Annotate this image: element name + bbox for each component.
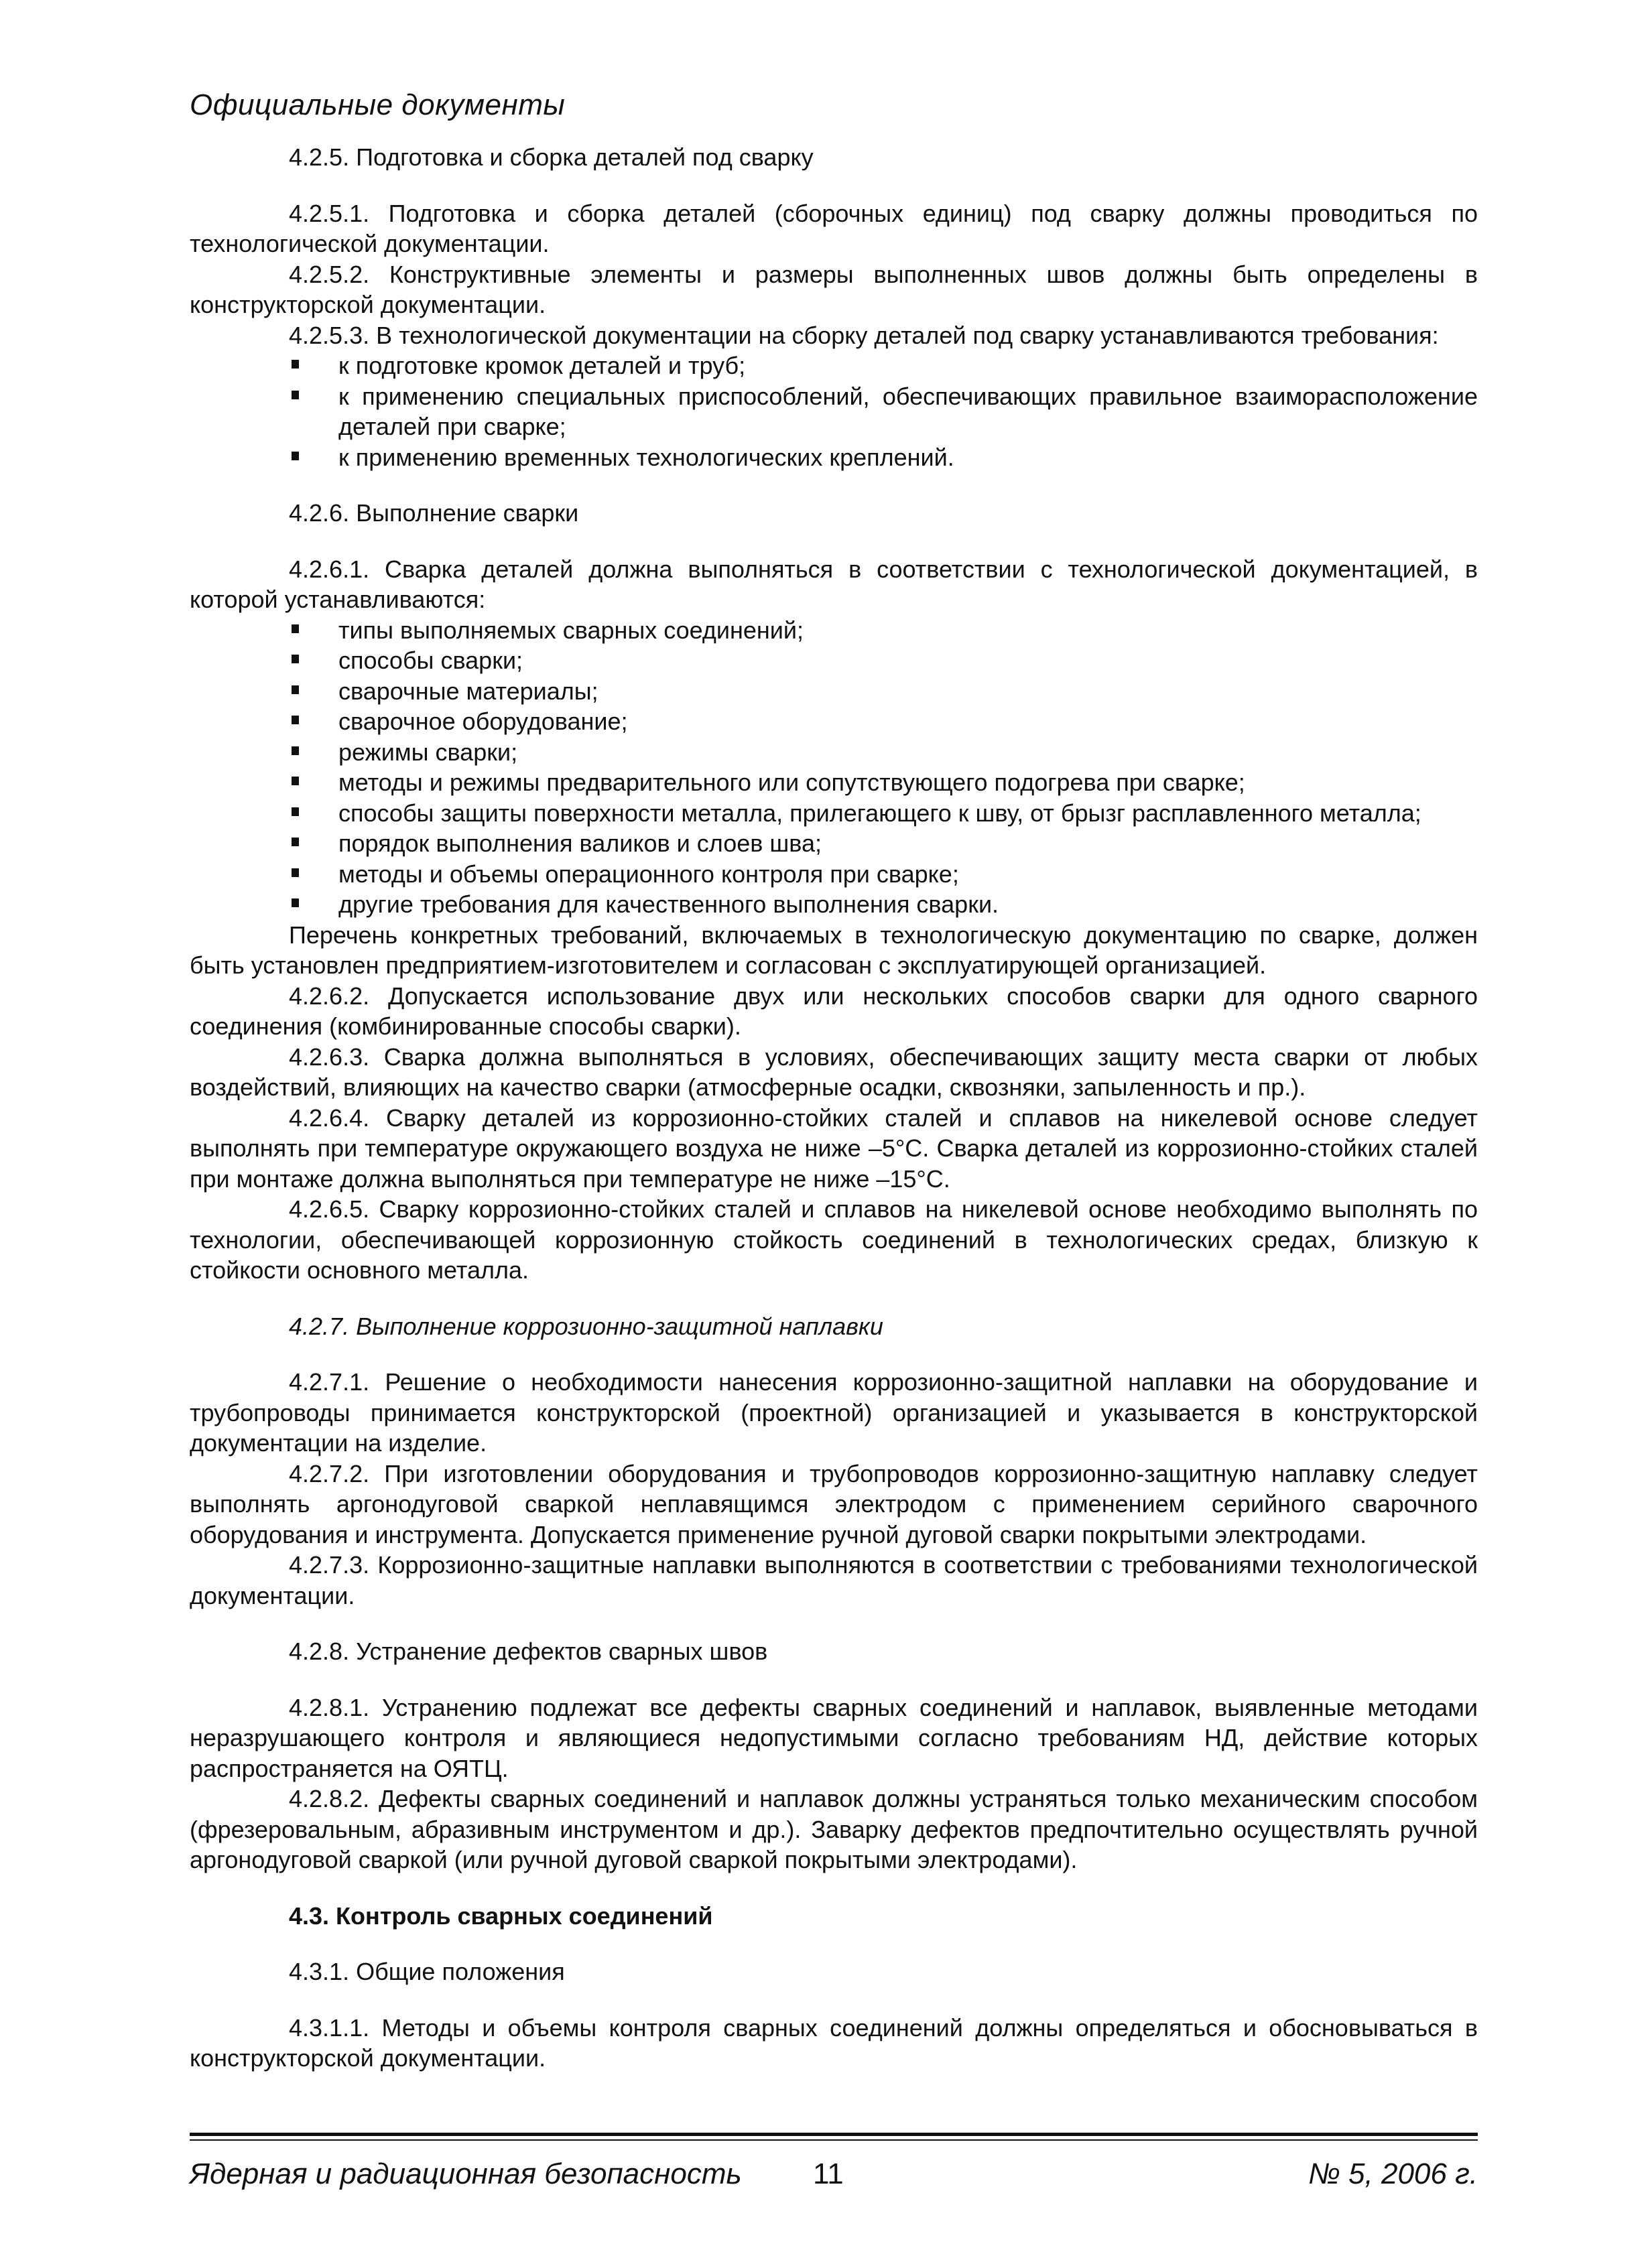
list-item-text: способы сварки; (338, 647, 523, 674)
list-item-text: режимы сварки; (338, 738, 518, 766)
list-item (190, 645, 1478, 676)
bullet-square-icon (292, 360, 299, 369)
list-item (190, 350, 1478, 381)
paragraph: 4.2.7.3. Коррозионно-защитные наплавки выполняются в соответствии с требованиями технологической документации. (190, 1551, 1478, 1609)
section-heading: 4.2.8. Устранение дефектов сварных швов (289, 1638, 768, 1665)
bullet-list (190, 615, 1478, 920)
paragraph: 4.2.6.1. Сварка деталей должна выполняться в соответствии с технологической документацией, в которой устанавливаются: (190, 555, 1478, 613)
bullet-square-icon (292, 838, 299, 846)
list-item-text: к применению временных технологических креплений. (338, 443, 954, 471)
list-item-text: порядок выполнения валиков и слоев шва; (338, 829, 822, 857)
section-heading: 4.3. Контроль сварных соединений (289, 1902, 713, 1930)
footer-journal-title: Ядерная и радиационная безопасность (190, 2157, 742, 2190)
bullet-square-icon (292, 624, 299, 633)
paragraph: 4.2.7.2. При изготовлении оборудования и трубопроводов коррозионно-защитную наплавку следует выполнять аргонодуговой сваркой неплавящимся электродом с применением серийного сварочного оборудования и инструмента. Допускается применение ручной дуговой сварки покрытыми электродами. (190, 1459, 1478, 1548)
list-item (190, 676, 1478, 707)
list-item (190, 798, 1478, 829)
list-item (190, 442, 1478, 473)
list-item (190, 737, 1478, 768)
bullet-square-icon (292, 868, 299, 877)
paragraph: 4.2.5.2. Конструктивные элементы и размеры выполненных швов должны быть определены в конструкторской документации. (190, 260, 1478, 318)
section-heading: 4.2.6. Выполнение сварки (289, 499, 579, 527)
running-header: Официальные документы (190, 88, 566, 121)
paragraph: 4.2.7.1. Решение о необходимости нанесения коррозионно-защитной наплавки на оборудование и трубопроводы принимается конструкторской (проектной) организацией и указывается в конструкторской документации на изделие. (190, 1368, 1478, 1457)
section-heading: 4.3.1. Общие положения (289, 1958, 565, 1985)
list-item (190, 381, 1478, 442)
bullet-square-icon (292, 807, 299, 816)
paragraph: 4.2.8.2. Дефекты сварных соединений и наплавок должны устраняться только механическим способом (фрезеровальным, абразивным инструментом и др.). Заварку дефектов предпочтительно осуществлять ручной аргонодуговой сваркой (или ручной дуговой сваркой покрытыми электродами). (190, 1785, 1478, 1873)
list-item (190, 767, 1478, 798)
bullet-square-icon (292, 391, 299, 399)
bullet-list (190, 350, 1478, 472)
list-item-text: к подготовке кромок деталей и труб; (338, 352, 746, 379)
footer-issue: № 5, 2006 г. (1308, 2157, 1478, 2190)
bullet-square-icon (292, 685, 299, 694)
list-item (190, 859, 1478, 890)
bullet-square-icon (292, 746, 299, 755)
paragraph: 4.2.6.4. Сварку деталей из коррозионно-стойких сталей и сплавов на никелевой основе следует выполнять при температуре окружающего воздуха не ниже –5°С. Сварка деталей из коррозионно-стойких сталей при монтаже должна выполняться при температуре не ниже –15°С. (190, 1104, 1478, 1193)
list-item-text: другие требования для качественного выполнения сварки. (338, 890, 999, 918)
list-item-text: способы защиты поверхности металла, прилегающего к шву, от брызг расплавленного металла; (338, 799, 1421, 827)
paragraph: 4.2.6.3. Сварка должна выполняться в условиях, обеспечивающих защиту места сварки от любых воздействий, влияющих на качество сварки (атмосферные осадки, сквозняки, запыленность и пр.). (190, 1043, 1478, 1101)
paragraph: Перечень конкретных требований, включаемых в технологическую документацию по сварке, должен быть установлен предприятием-изготовителем и согласован с эксплуатирующей организацией. (190, 921, 1478, 979)
bullet-square-icon (292, 777, 299, 785)
paragraph: 4.2.6.5. Сварку коррозионно-стойких сталей и сплавов на никелевой основе необходимо выполнять по технологии, обеспечивающей коррозионную стойкость соединений в технологических средах, близкую к стойкости основного металла. (190, 1195, 1478, 1284)
list-item (190, 706, 1478, 737)
bullet-square-icon (292, 452, 299, 460)
paragraph: 4.2.6.2. Допускается использование двух или нескольких способов сварки для одного сварного соединения (комбинированные способы сварки). (190, 982, 1478, 1040)
list-item-text: к применению специальных приспособлений, обеспечивающих правильное взаиморасположение деталей при сварке; (338, 382, 1478, 440)
paragraph: 4.2.5.1. Подготовка и сборка деталей (сборочных единиц) под сварку должны проводиться по технологической документации. (190, 199, 1478, 257)
section-heading: 4.2.7. Выполнение коррозионно-защитной наплавки (289, 1312, 883, 1340)
bullet-square-icon (292, 898, 299, 907)
footer-rule-thin (190, 2139, 1478, 2141)
list-item-text: методы и режимы предварительного или сопутствующего подогрева при сварке; (338, 769, 1245, 796)
bullet-square-icon (292, 655, 299, 663)
paragraph: 4.3.1.1. Методы и объемы контроля сварных соединений должны определяться и обосновываться в конструкторской документации. (190, 2013, 1478, 2072)
list-item-text: сварочные материалы; (338, 677, 598, 705)
list-item (190, 889, 1478, 920)
paragraph: 4.2.5.3. В технологической документации на сборку деталей под сварку устанавливаются требования: (289, 321, 1439, 349)
list-item-text: сварочное оборудование; (338, 708, 628, 735)
list-item (190, 828, 1478, 859)
list-item-text: типы выполняемых сварных соединений; (338, 616, 804, 644)
paragraph: 4.2.8.1. Устранению подлежат все дефекты сварных соединений и наплавок, выявленные методами неразрушающего контроля и являющиеся недопустимыми согласно требованиям НД, действие которых распространяется на ОЯТЦ. (190, 1693, 1478, 1782)
footer-rule-thick (190, 2133, 1478, 2136)
list-item-text: методы и объемы операционного контроля при сварке; (338, 860, 959, 888)
bullet-square-icon (292, 716, 299, 724)
list-item (190, 615, 1478, 646)
document-body (190, 142, 1478, 2074)
section-heading: 4.2.5. Подготовка и сборка деталей под сварку (289, 143, 814, 171)
footer-page-number: 11 (813, 2157, 844, 2190)
